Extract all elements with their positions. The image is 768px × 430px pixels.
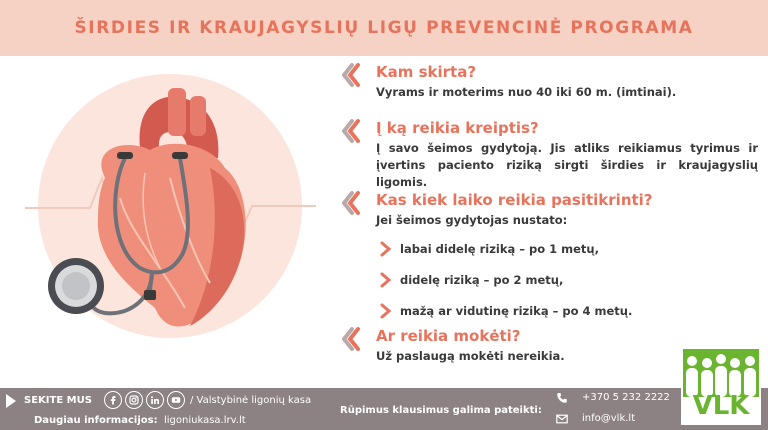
section-text: Už paslaugą mokėti nereikia. xyxy=(376,349,565,363)
section-text: Jei šeimos gydytojas nustato: xyxy=(376,213,568,227)
website-link[interactable]: ligoniukasa.lrv.lt xyxy=(164,415,246,426)
youtube-icon[interactable] xyxy=(167,391,185,409)
org-name: / Valstybinė ligonių kasa xyxy=(190,395,312,406)
section-text: Į savo šeimos gydytoją. Jis atliks reikiamus tyrimus ir įvertins paciento riziką sirgti širdies ir kraujagyslių ligomis. xyxy=(376,141,758,189)
mail-icon xyxy=(556,413,568,425)
more-info-label: Daugiau informacijos: xyxy=(34,415,158,426)
vlk-logo xyxy=(681,347,761,425)
list-item xyxy=(380,295,758,326)
chevron-right-icon xyxy=(380,272,392,288)
list-item xyxy=(380,233,758,264)
list-item xyxy=(380,264,758,295)
chevron-right-icon xyxy=(380,303,392,319)
title-bar xyxy=(0,0,768,56)
facebook-icon[interactable] xyxy=(104,391,122,409)
chevron-double-icon xyxy=(342,118,368,144)
follow-label: SEKITE MUS xyxy=(24,395,92,406)
list-item-text: labai didelę riziką – po 1 metų, xyxy=(400,241,599,256)
section-heading: Ar reikia mokėti? xyxy=(376,327,521,345)
instagram-icon[interactable] xyxy=(125,391,143,409)
page-title: ŠIRDIES IR KRAUJAGYSLIŲ LIGŲ PREVENCINĖ PROGRAMA xyxy=(74,18,694,38)
footer xyxy=(0,388,768,430)
section-heading: Kam skirta? xyxy=(376,63,477,81)
chevron-double-icon xyxy=(342,326,368,352)
section-heading: Kas kiek laiko reikia pasitikrinti? xyxy=(376,191,653,209)
chevron-double-icon xyxy=(342,62,368,88)
section-text: Vyrams ir moterims nuo 40 iki 60 m. (imtinai). xyxy=(376,85,677,99)
list-item-text: didelę riziką – po 2 metų, xyxy=(400,272,564,287)
phone-icon xyxy=(556,392,568,404)
questions-label: Rūpimus klausimus galima pateikti: xyxy=(340,405,542,416)
phone-number[interactable]: +370 5 232 2222 xyxy=(582,392,670,403)
section-target-group xyxy=(342,60,758,101)
logo-figures xyxy=(683,349,759,397)
risk-list xyxy=(376,233,758,326)
email-address[interactable]: info@vlk.lt xyxy=(582,413,636,424)
play-icon xyxy=(6,394,16,408)
heart-stethoscope-illustration xyxy=(20,58,320,358)
section-heading: Į ką reikia kreiptis? xyxy=(376,119,539,137)
list-item-text: mažą ar vidutinę riziką – po 4 metų. xyxy=(400,303,633,318)
chevron-right-icon xyxy=(380,241,392,257)
section-whom-to-contact xyxy=(342,116,758,191)
section-check-frequency xyxy=(342,188,758,326)
linkedin-icon[interactable] xyxy=(146,391,164,409)
logo-text: VLK xyxy=(692,391,750,421)
chevron-double-icon xyxy=(342,190,368,216)
